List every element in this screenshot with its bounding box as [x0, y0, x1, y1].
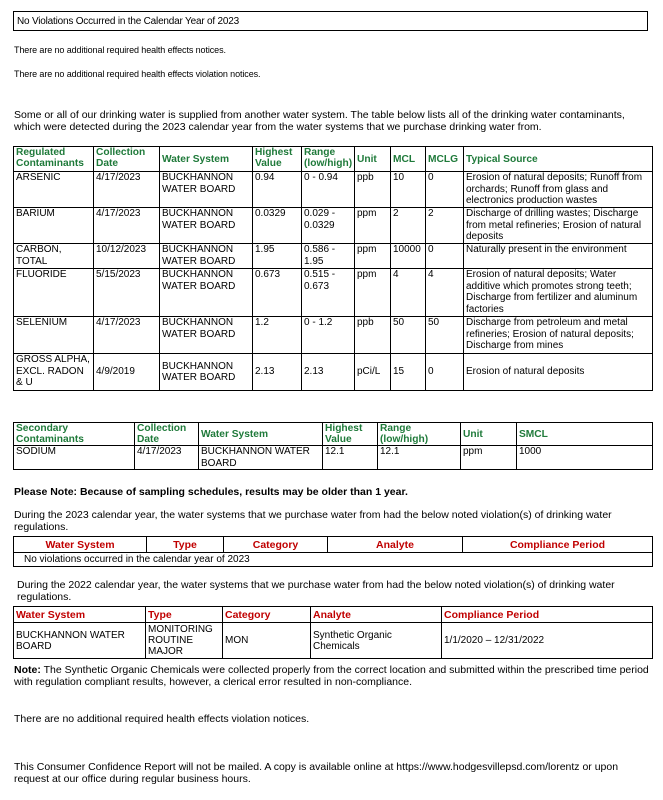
- cell-mcl: 50: [391, 317, 426, 354]
- violations-2023-table: [13, 536, 653, 567]
- cell-compliance-period: 1/1/2020 – 12/31/2022: [442, 623, 653, 659]
- cell-type: MONITORING ROUTINE MAJOR: [146, 623, 223, 659]
- note-text: The Synthetic Organic Chemicals were collected properly from the correct location and submitted within the prescribed time period with regulation compliant results, however, a clerical error resulted in non-compliance.: [14, 664, 649, 688]
- cell-highest: 12.1: [323, 446, 378, 470]
- cell-highest: 1.95: [253, 244, 302, 269]
- header-type: Type: [146, 607, 223, 623]
- cell-date: 4/9/2019: [94, 354, 160, 391]
- cell-water-system: BUCKHANNON WATER BOARD: [199, 446, 323, 470]
- cell-date: 4/17/2023: [94, 317, 160, 354]
- cell-water-system: BUCKHANNON WATER BOARD: [160, 208, 253, 244]
- cell-mclg: 2: [426, 208, 464, 244]
- header-mclg: MCLG: [426, 147, 464, 172]
- cell-contaminant: SELENIUM: [14, 317, 94, 354]
- cell-category: MON: [223, 623, 311, 659]
- violations-2022-table: [13, 606, 653, 659]
- table-row: [14, 446, 653, 470]
- cell-range: 0.515 - 0.673: [302, 269, 355, 317]
- cell-unit: pCi/L: [355, 354, 391, 391]
- violations-2023-paragraph: During the 2023 calendar year, the water systems that we purchase water from had the below noted violation(s) of drinking water regulations.: [14, 509, 612, 533]
- cell-date: 4/17/2023: [94, 208, 160, 244]
- header-collection-date: Collection Date: [94, 147, 160, 172]
- cell-unit: ppb: [355, 172, 391, 208]
- header-typical-source: Typical Source: [464, 147, 653, 172]
- cell-water-system: BUCKHANNON WATER BOARD: [160, 269, 253, 317]
- cell-date: 4/17/2023: [94, 172, 160, 208]
- cell-range: 0 - 0.94: [302, 172, 355, 208]
- header-water-system: Water System: [14, 537, 147, 553]
- cell-mcl: 15: [391, 354, 426, 391]
- header-category: Category: [224, 537, 328, 553]
- intro-paragraph: Some or all of our drinking water is supplied from another water system. The table below lists all of the drinking water contaminants, which were detected during the 2023 calendar year from the water systems that we purchase drinking water from.: [14, 109, 625, 133]
- cell-source: Erosion of natural deposits; Water additive which promotes strong teeth; Discharge from fertilizer and aluminum factories: [464, 269, 653, 317]
- cell-source: Erosion of natural deposits: [464, 354, 653, 391]
- regulated-header-row: [14, 147, 653, 172]
- no-violations-cell: No violations occurred in the calendar year of 2023: [14, 553, 328, 567]
- note-label: Note:: [14, 664, 41, 676]
- table-row: [14, 244, 653, 269]
- cell-unit: ppm: [355, 208, 391, 244]
- header-type: Type: [147, 537, 224, 553]
- header-regulated-contaminants: Regulated Contaminants: [14, 147, 94, 172]
- header-water-system: Water System: [160, 147, 253, 172]
- secondary-contaminants-table: [13, 422, 653, 470]
- cell-source: Discharge from petroleum and metal refineries; Erosion of natural deposits; Discharge from mines: [464, 317, 653, 354]
- violations-2022-header-row: [14, 607, 653, 623]
- header-category: Category: [223, 607, 311, 623]
- health-notice-3: There are no additional required health effects violation notices.: [14, 713, 310, 725]
- table-row: [14, 208, 653, 244]
- header-highest-value: Highest Value: [323, 423, 378, 446]
- header-secondary-contaminants: Secondary Contaminants: [14, 423, 135, 446]
- header-analyte: Analyte: [328, 537, 463, 553]
- violation-status-box: No Violations Occurred in the Calendar Year of 2023: [13, 11, 648, 31]
- cell-unit: ppm: [355, 244, 391, 269]
- header-highest-value: Highest Value: [253, 147, 302, 172]
- table-row: [14, 172, 653, 208]
- cell-highest: 0.0329: [253, 208, 302, 244]
- cell-water-system: BUCKHANNON WATER BOARD: [160, 244, 253, 269]
- table-row: [14, 623, 653, 659]
- footer-paragraph: This Consumer Confidence Report will not be mailed. A copy is available online at https://www.hodgesvillepsd.com/lorentz or upon request at our office during regular business hours.: [14, 761, 619, 785]
- cell-source: Erosion of natural deposits; Runoff from orchards; Runoff from glass and electronics production wastes: [464, 172, 653, 208]
- table-row: [14, 553, 653, 567]
- cell-date: 10/12/2023: [94, 244, 160, 269]
- table-row: [14, 354, 653, 391]
- note-paragraph: [14, 664, 654, 688]
- cell-highest: 0.94: [253, 172, 302, 208]
- cell-mcl: 10: [391, 172, 426, 208]
- header-collection-date: Collection Date: [135, 423, 199, 446]
- cell-source: Naturally present in the environment: [464, 244, 653, 269]
- cell-contaminant: FLUORIDE: [14, 269, 94, 317]
- cell-smcl: 1000: [517, 446, 653, 470]
- cell-range: 12.1: [378, 446, 461, 470]
- empty-cell: [328, 553, 463, 567]
- cell-water-system: BUCKHANNON WATER BOARD: [160, 172, 253, 208]
- violations-2023-header-row: [14, 537, 653, 553]
- cell-highest: 1.2: [253, 317, 302, 354]
- health-notice-1: There are no additional required health effects notices.: [14, 45, 226, 55]
- cell-unit: ppb: [355, 317, 391, 354]
- violations-2022-paragraph: During the 2022 calendar year, the water systems that we purchase water from had the below noted violation(s) of drinking water regulations.: [17, 579, 615, 603]
- header-analyte: Analyte: [311, 607, 442, 623]
- cell-date: 4/17/2023: [135, 446, 199, 470]
- header-compliance-period: Compliance Period: [463, 537, 653, 553]
- cell-unit: ppm: [355, 269, 391, 317]
- health-notice-2: There are no additional required health effects violation notices.: [14, 69, 261, 79]
- cell-mclg: 0: [426, 354, 464, 391]
- cell-contaminant: SODIUM: [14, 446, 135, 470]
- cell-mcl: 2: [391, 208, 426, 244]
- cell-range: 0.029 - 0.0329: [302, 208, 355, 244]
- empty-cell: [463, 553, 653, 567]
- cell-mclg: 4: [426, 269, 464, 317]
- cell-mcl: 4: [391, 269, 426, 317]
- regulated-contaminants-table: [13, 146, 653, 391]
- cell-range: 0 - 1.2: [302, 317, 355, 354]
- header-water-system: Water System: [14, 607, 146, 623]
- cell-analyte: Synthetic Organic Chemicals: [311, 623, 442, 659]
- cell-unit: ppm: [461, 446, 517, 470]
- secondary-header-row: [14, 423, 653, 446]
- cell-mclg: 0: [426, 244, 464, 269]
- cell-range: 0.586 - 1.95: [302, 244, 355, 269]
- cell-water-system: BUCKHANNON WATER BOARD: [160, 354, 253, 391]
- cell-water-system: BUCKHANNON WATER BOARD: [14, 623, 146, 659]
- cell-contaminant: GROSS ALPHA, EXCL. RADON & U: [14, 354, 94, 391]
- header-mcl: MCL: [391, 147, 426, 172]
- header-unit: Unit: [461, 423, 517, 446]
- cell-contaminant: CARBON, TOTAL: [14, 244, 94, 269]
- cell-date: 5/15/2023: [94, 269, 160, 317]
- cell-highest: 0.673: [253, 269, 302, 317]
- cell-mclg: 0: [426, 172, 464, 208]
- cell-highest: 2.13: [253, 354, 302, 391]
- please-note: Please Note: Because of sampling schedules, results may be older than 1 year.: [14, 486, 408, 498]
- table-row: [14, 317, 653, 354]
- header-unit: Unit: [355, 147, 391, 172]
- header-compliance-period: Compliance Period: [442, 607, 653, 623]
- table-row: [14, 269, 653, 317]
- header-smcl: SMCL: [517, 423, 653, 446]
- header-water-system: Water System: [199, 423, 323, 446]
- cell-contaminant: ARSENIC: [14, 172, 94, 208]
- cell-water-system: BUCKHANNON WATER BOARD: [160, 317, 253, 354]
- cell-source: Discharge of drilling wastes; Discharge from metal refineries; Erosion of natural deposits: [464, 208, 653, 244]
- cell-range: 2.13: [302, 354, 355, 391]
- header-range: Range (low/high): [378, 423, 461, 446]
- header-range: Range (low/high): [302, 147, 355, 172]
- cell-mclg: 50: [426, 317, 464, 354]
- cell-contaminant: BARIUM: [14, 208, 94, 244]
- cell-mcl: 10000: [391, 244, 426, 269]
